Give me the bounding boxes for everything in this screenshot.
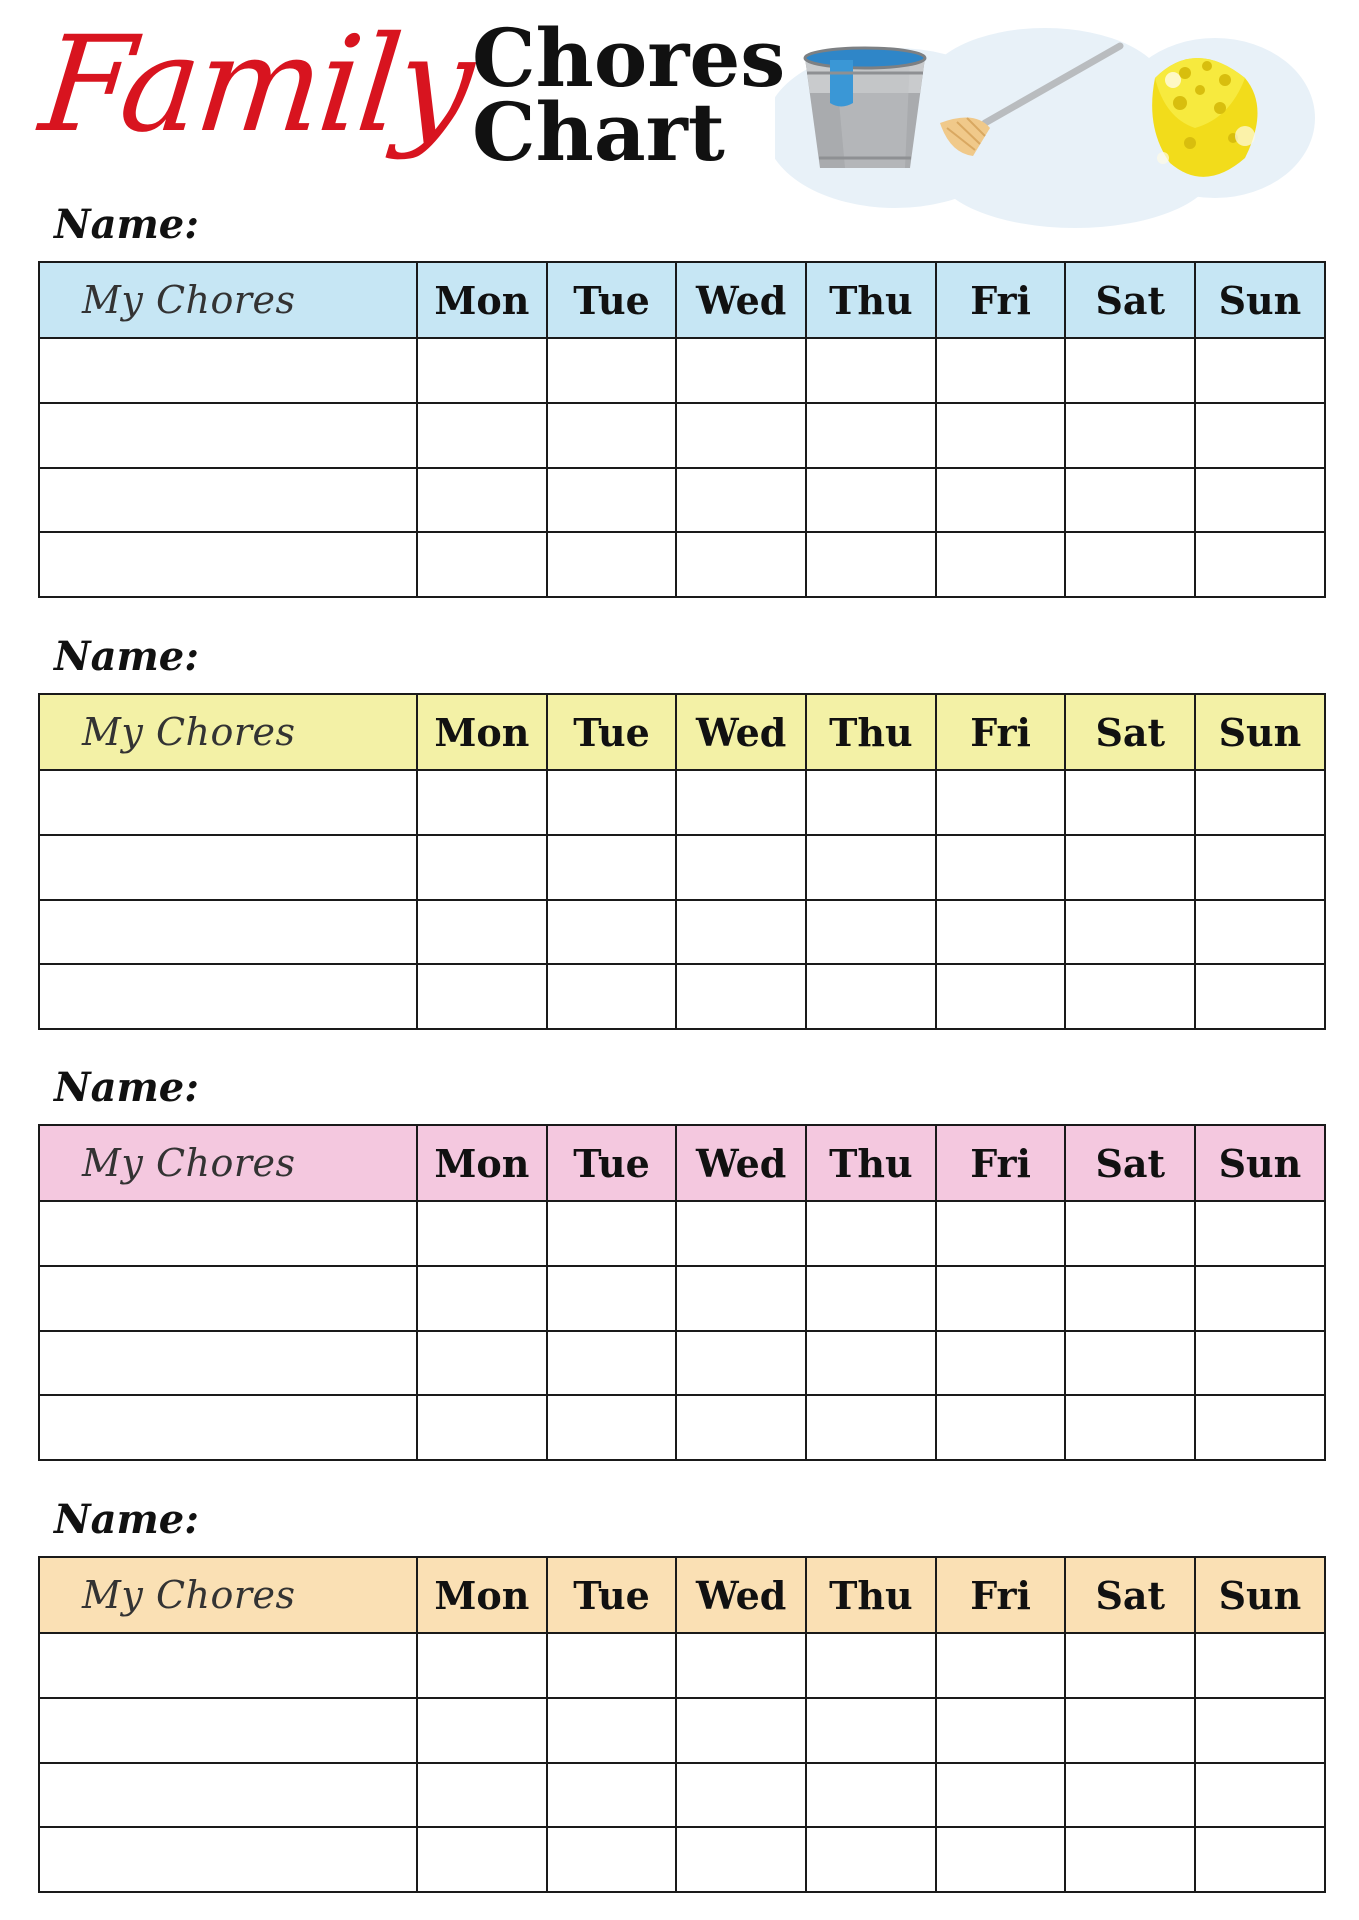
day-cell-mon[interactable]: [417, 1827, 547, 1892]
day-cell-sat[interactable]: [1065, 964, 1195, 1029]
day-cell-sun[interactable]: [1195, 1201, 1325, 1266]
day-cell-mon[interactable]: [417, 1201, 547, 1266]
cleaning-illustration: [775, 18, 1315, 236]
chore-cell[interactable]: [39, 1331, 417, 1396]
chore-row: [39, 1266, 1325, 1331]
header-row: [39, 1557, 1325, 1633]
day-cell-wed[interactable]: [676, 468, 806, 533]
day-cell-sat[interactable]: [1065, 1395, 1195, 1460]
day-cell-sun[interactable]: [1195, 900, 1325, 965]
day-cell-wed[interactable]: [676, 964, 806, 1029]
day-cell-fri[interactable]: [936, 403, 1066, 468]
day-cell-sat[interactable]: [1065, 770, 1195, 835]
day-cell-sat[interactable]: [1065, 1201, 1195, 1266]
day-cell-fri[interactable]: [936, 1763, 1066, 1828]
day-cell-mon[interactable]: [417, 532, 547, 597]
day-cell-sat[interactable]: [1065, 1266, 1195, 1331]
day-cell-fri[interactable]: [936, 468, 1066, 533]
day-cell-wed[interactable]: [676, 1395, 806, 1460]
chore-row: [39, 1633, 1325, 1698]
day-cell-wed[interactable]: [676, 1266, 806, 1331]
day-cell-tue[interactable]: [547, 1698, 677, 1763]
day-cell-mon[interactable]: [417, 900, 547, 965]
day-cell-fri[interactable]: [936, 1266, 1066, 1331]
day-header-tue: Tue: [547, 694, 677, 770]
day-header-tue: Tue: [547, 262, 677, 338]
chore-row: [39, 403, 1325, 468]
day-cell-sun[interactable]: [1195, 1827, 1325, 1892]
day-cell-sat[interactable]: [1065, 900, 1195, 965]
chore-row: [39, 770, 1325, 835]
day-cell-thu[interactable]: [806, 1827, 936, 1892]
day-cell-thu[interactable]: [806, 1763, 936, 1828]
my-chores-header: My Chores: [39, 694, 417, 770]
chore-cell[interactable]: [39, 1201, 417, 1266]
day-cell-thu[interactable]: [806, 532, 936, 597]
day-cell-thu[interactable]: [806, 964, 936, 1029]
day-cell-sun[interactable]: [1195, 403, 1325, 468]
day-header-mon: Mon: [417, 1557, 547, 1633]
day-header-sun: Sun: [1195, 1557, 1325, 1633]
day-cell-thu[interactable]: [806, 770, 936, 835]
day-cell-thu[interactable]: [806, 835, 936, 900]
chore-cell[interactable]: [39, 1827, 417, 1892]
day-cell-thu[interactable]: [806, 1698, 936, 1763]
chore-cell[interactable]: [39, 900, 417, 965]
day-cell-thu[interactable]: [806, 1331, 936, 1396]
day-cell-sat[interactable]: [1065, 1633, 1195, 1698]
day-cell-mon[interactable]: [417, 964, 547, 1029]
day-cell-wed[interactable]: [676, 1633, 806, 1698]
day-cell-tue[interactable]: [547, 964, 677, 1029]
name-label: Name:: [54, 1064, 200, 1111]
day-cell-sat[interactable]: [1065, 338, 1195, 403]
day-cell-tue[interactable]: [547, 1633, 677, 1698]
day-cell-mon[interactable]: [417, 1633, 547, 1698]
day-cell-sun[interactable]: [1195, 835, 1325, 900]
title-chart: Chart: [472, 85, 725, 179]
day-cell-sun[interactable]: [1195, 338, 1325, 403]
day-cell-wed[interactable]: [676, 532, 806, 597]
day-header-sat: Sat: [1065, 694, 1195, 770]
chore-row: [39, 1201, 1325, 1266]
chore-row: [39, 338, 1325, 403]
day-cell-sat[interactable]: [1065, 1827, 1195, 1892]
day-header-fri: Fri: [936, 1125, 1066, 1201]
day-cell-sun[interactable]: [1195, 1395, 1325, 1460]
day-header-thu: Thu: [806, 1557, 936, 1633]
chore-table: [38, 261, 1326, 598]
day-cell-fri[interactable]: [936, 1827, 1066, 1892]
day-cell-wed[interactable]: [676, 900, 806, 965]
day-cell-mon[interactable]: [417, 1395, 547, 1460]
day-header-wed: Wed: [676, 694, 806, 770]
my-chores-header: My Chores: [39, 1557, 417, 1633]
day-cell-fri[interactable]: [936, 770, 1066, 835]
day-header-sat: Sat: [1065, 1125, 1195, 1201]
day-cell-fri[interactable]: [936, 964, 1066, 1029]
chore-table: [38, 1124, 1326, 1461]
header-row: [39, 1125, 1325, 1201]
sponge-icon: [1152, 58, 1257, 177]
name-label: Name:: [54, 1496, 200, 1543]
day-cell-sat[interactable]: [1065, 403, 1195, 468]
day-cell-tue[interactable]: [547, 1763, 677, 1828]
day-cell-thu[interactable]: [806, 1266, 936, 1331]
day-cell-tue[interactable]: [547, 1201, 677, 1266]
day-header-fri: Fri: [936, 1557, 1066, 1633]
day-cell-fri[interactable]: [936, 532, 1066, 597]
day-cell-wed[interactable]: [676, 1698, 806, 1763]
day-cell-sun[interactable]: [1195, 532, 1325, 597]
day-cell-thu[interactable]: [806, 1633, 936, 1698]
chore-cell[interactable]: [39, 1633, 417, 1698]
chore-cell[interactable]: [39, 1763, 417, 1828]
chore-row: [39, 468, 1325, 533]
day-cell-wed[interactable]: [676, 1827, 806, 1892]
day-cell-tue[interactable]: [547, 403, 677, 468]
day-cell-sat[interactable]: [1065, 1763, 1195, 1828]
day-cell-mon[interactable]: [417, 1698, 547, 1763]
day-cell-wed[interactable]: [676, 835, 806, 900]
day-cell-wed[interactable]: [676, 1201, 806, 1266]
chore-row: [39, 1827, 1325, 1892]
chore-row: [39, 900, 1325, 965]
day-cell-wed[interactable]: [676, 770, 806, 835]
day-cell-sun[interactable]: [1195, 1698, 1325, 1763]
chore-cell[interactable]: [39, 1395, 417, 1460]
day-cell-tue[interactable]: [547, 770, 677, 835]
day-cell-thu[interactable]: [806, 403, 936, 468]
chore-cell[interactable]: [39, 770, 417, 835]
day-cell-mon[interactable]: [417, 1331, 547, 1396]
day-cell-mon[interactable]: [417, 403, 547, 468]
title-chores: Chores: [472, 11, 786, 105]
day-cell-fri[interactable]: [936, 1201, 1066, 1266]
day-header-fri: Fri: [936, 694, 1066, 770]
my-chores-header: My Chores: [39, 1125, 417, 1201]
day-cell-thu[interactable]: [806, 1201, 936, 1266]
chore-cell[interactable]: [39, 403, 417, 468]
day-cell-tue[interactable]: [547, 1395, 677, 1460]
chore-cell[interactable]: [39, 835, 417, 900]
day-cell-fri[interactable]: [936, 1633, 1066, 1698]
day-cell-tue[interactable]: [547, 1266, 677, 1331]
day-cell-sun[interactable]: [1195, 1331, 1325, 1396]
day-header-fri: Fri: [936, 262, 1066, 338]
day-cell-fri[interactable]: [936, 900, 1066, 965]
chore-cell[interactable]: [39, 1698, 417, 1763]
chore-row: [39, 1763, 1325, 1828]
day-cell-tue[interactable]: [547, 1827, 677, 1892]
chore-row: [39, 532, 1325, 597]
day-cell-mon[interactable]: [417, 1763, 547, 1828]
day-header-wed: Wed: [676, 1125, 806, 1201]
day-cell-tue[interactable]: [547, 468, 677, 533]
bucket-icon: [805, 48, 925, 168]
day-cell-wed[interactable]: [676, 403, 806, 468]
day-cell-mon[interactable]: [417, 770, 547, 835]
day-cell-sat[interactable]: [1065, 1698, 1195, 1763]
day-cell-sat[interactable]: [1065, 1331, 1195, 1396]
day-header-tue: Tue: [547, 1557, 677, 1633]
day-cell-sun[interactable]: [1195, 770, 1325, 835]
day-cell-thu[interactable]: [806, 1395, 936, 1460]
day-cell-fri[interactable]: [936, 1331, 1066, 1396]
chore-row: [39, 835, 1325, 900]
day-cell-tue[interactable]: [547, 532, 677, 597]
day-cell-sat[interactable]: [1065, 468, 1195, 533]
page-header: [0, 0, 1359, 240]
day-header-wed: Wed: [676, 1557, 806, 1633]
day-cell-tue[interactable]: [547, 1331, 677, 1396]
day-cell-fri[interactable]: [936, 1698, 1066, 1763]
chore-cell[interactable]: [39, 532, 417, 597]
day-cell-mon[interactable]: [417, 468, 547, 533]
day-header-sat: Sat: [1065, 1557, 1195, 1633]
day-cell-fri[interactable]: [936, 835, 1066, 900]
day-cell-thu[interactable]: [806, 468, 936, 533]
chore-row: [39, 1698, 1325, 1763]
name-label: Name:: [54, 633, 200, 680]
day-header-mon: Mon: [417, 262, 547, 338]
day-cell-sun[interactable]: [1195, 1266, 1325, 1331]
day-cell-wed[interactable]: [676, 338, 806, 403]
day-cell-sun[interactable]: [1195, 468, 1325, 533]
day-cell-mon[interactable]: [417, 835, 547, 900]
day-header-mon: Mon: [417, 1125, 547, 1201]
day-cell-mon[interactable]: [417, 1266, 547, 1331]
day-header-wed: Wed: [676, 262, 806, 338]
chore-table: [38, 693, 1326, 1030]
day-cell-fri[interactable]: [936, 338, 1066, 403]
chore-row: [39, 1395, 1325, 1460]
day-cell-wed[interactable]: [676, 1763, 806, 1828]
day-header-sun: Sun: [1195, 1125, 1325, 1201]
day-cell-sun[interactable]: [1195, 964, 1325, 1029]
chore-row: [39, 964, 1325, 1029]
day-header-sun: Sun: [1195, 694, 1325, 770]
chore-cell[interactable]: [39, 338, 417, 403]
title-family: Family: [33, 8, 478, 162]
chore-table: [38, 1556, 1326, 1893]
day-header-tue: Tue: [547, 1125, 677, 1201]
day-cell-wed[interactable]: [676, 1331, 806, 1396]
day-header-sun: Sun: [1195, 262, 1325, 338]
day-header-thu: Thu: [806, 1125, 936, 1201]
day-cell-sat[interactable]: [1065, 532, 1195, 597]
day-header-mon: Mon: [417, 694, 547, 770]
my-chores-header: My Chores: [39, 262, 417, 338]
chore-cell[interactable]: [39, 964, 417, 1029]
chore-cell[interactable]: [39, 468, 417, 533]
day-cell-fri[interactable]: [936, 1395, 1066, 1460]
chore-row: [39, 1331, 1325, 1396]
day-cell-thu[interactable]: [806, 900, 936, 965]
header-row: [39, 262, 1325, 338]
chore-cell[interactable]: [39, 1266, 417, 1331]
day-cell-tue[interactable]: [547, 338, 677, 403]
day-cell-sun[interactable]: [1195, 1633, 1325, 1698]
header-row: [39, 694, 1325, 770]
day-cell-sat[interactable]: [1065, 835, 1195, 900]
name-label: Name:: [54, 201, 200, 248]
day-header-sat: Sat: [1065, 262, 1195, 338]
day-header-thu: Thu: [806, 694, 936, 770]
day-cell-tue[interactable]: [547, 900, 677, 965]
day-cell-sun[interactable]: [1195, 1763, 1325, 1828]
day-cell-thu[interactable]: [806, 338, 936, 403]
day-header-thu: Thu: [806, 262, 936, 338]
day-cell-mon[interactable]: [417, 338, 547, 403]
day-cell-tue[interactable]: [547, 835, 677, 900]
